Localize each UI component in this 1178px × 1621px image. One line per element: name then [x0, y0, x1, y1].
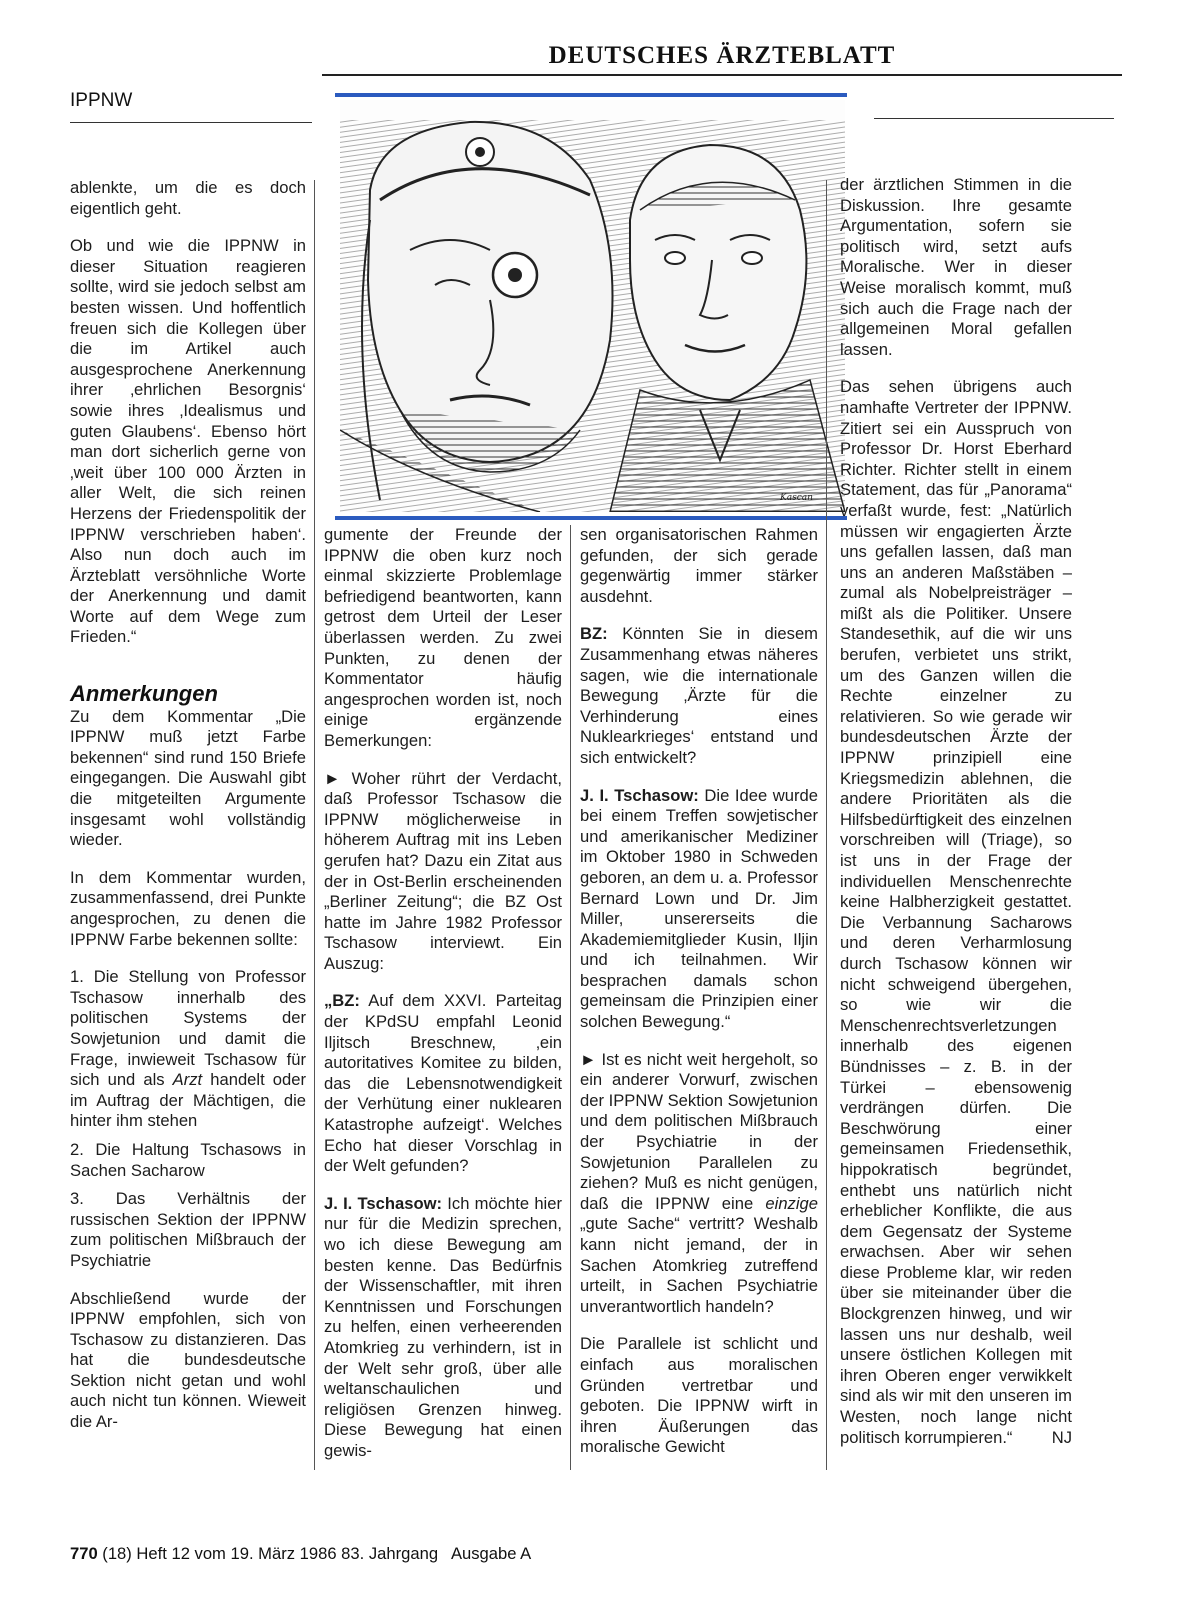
column-divider	[570, 525, 571, 1470]
paragraph: Die Parallele ist schlicht und einfach aus moralischen Gründen vertretbar und geboten. Die IPPNW wirft in ihren Äußerungen das moralische Gewicht	[580, 1334, 818, 1457]
paragraph: ablenkte, um die es doch eigentlich geht.	[70, 178, 306, 218]
publication-title: DEUTSCHES ÄRZTEBLATT	[548, 42, 896, 69]
column-divider	[826, 180, 827, 525]
section-label: IPPNW	[70, 90, 133, 111]
paragraph: sen organisatorischen Rahmen gefunden, der sich gerade gegenwärtig immer stärker ausdehnt.	[580, 525, 818, 606]
column-divider	[826, 525, 827, 1470]
right-column-rule	[874, 118, 1114, 119]
paragraph: In dem Kommentar wurden, zusammenfassend, drei Punkte angesprochen, zu denen die IPPNW Farbe bekennen sollte:	[70, 867, 306, 949]
masthead-rule	[322, 74, 1122, 76]
paragraph: ► Woher rührt der Verdacht, daß Professor Tschasow die IPPNW möglicherweise in höherem Auftrag mit ins Leben gerufen hat? Dazu ein Zitat aus der in Ost-Berlin erscheinenden „Berliner Zeitung“; die BZ Ost hatte im Jahre 1982 Professor Tschasow interviewt. Ein Auszug:	[324, 768, 562, 973]
paragraph: ► Ist es nicht weit hergeholt, so ein anderer Vorwurf, zwischen der IPPNW Sektion Sowjetunion und dem politischen Mißbrauch der Psychiatrie in der Sowjetunion Parallelen zu ziehen? Muß es nicht genügen, daß die IPPNW eine einzige „gute Sache“ vertritt? Weshalb kann nicht jemand, der in Sachen Atomkrieg zutreffend urteilt, in Sachen Psychiatrie unverantwortlich handeln?	[580, 1049, 818, 1316]
illustration-bottom-bar	[335, 516, 847, 520]
caricature-illustration	[340, 100, 845, 512]
paragraph: Das sehen übrigens auch namhafte Vertreter der IPPNW. Zitiert sei ein Ausspruch von Professor Dr. Horst Eberhard Richter. Richter stellt in einem Statement, das für „Panorama“ verfaßt wurde, fest: „Natürlich müssen wir engagierten Ärzte uns gefallen lassen, daß man uns an anderen Maßstäben – zumal als Nobelpreisträger – mißt als die Politiker. Unsere Standesethik, auf die wir uns berufen, verbietet uns strikt, um des Ganzen willen die Rechte einzelner zu relativieren. So wie gerade wir bundesdeutschen Ärzte der IPPNW prinzipiell eine Kriegsmedizin ablehnen, die andere Prioritäten als die Hilfsbedürftigkeit des einzelnen vorschreiben will (Triage), so ist uns in der Frage der individuellen Menschenrechte keine Halbherzigkeit gestattet. Die Verbannung Sacharows und deren Verharmlosung durch Tschasow können wir nicht schweigend übergehen, so wie wir die Menschenrechtsverletzungen innerhalb des eigenen Bündnisses – z. B. in der Türkei – ebensowenig verdrängen dürfen. Die Beschwörung einer gemeinsamen Friedensethik, hippokratisch begründet, enthebt uns natürlich nicht erheblicher Konflikte, die aus dem Gegensatz der Systeme erwachsen. Aber wir sehen diese Probleme klar, wir reden über sie miteinander über die Blockgrenzen hinweg, und wir lassen uns nur deshalb, weil unsere östlichen Kollegen mit ihren Oberen enger verwikkelt sind als wir mit den unseren im Westen, noch lange nicht politisch korrumpieren.“ NJ	[840, 377, 1072, 1447]
interview-answer: J. I. Tschasow: Die Idee wurde bei einem Treffen sowjetischer und amerikanischer Mediziner im Oktober 1980 in Schweden geboren, an dem u. a. Professor Bernard Lown und Dr. Jim Miller, unsererseits die Akademiemitglieder Kusin, Iljin und ich teilnahmen. Wir besprachen damals schon gemeinsam die Prinzipien einer solchen Bewegung.“	[580, 785, 818, 1032]
author-initials: NJ	[1051, 1427, 1072, 1447]
interview-question: BZ: Könnten Sie in diesem Zusammenhang etwas näheres sagen, wie die internationale Bewegung ‚Ärzte für die Verhinderung eines Nuklearkrieges‘ entstand und sich entwickelt?	[580, 624, 818, 767]
illustration-top-bar	[335, 93, 847, 97]
paragraph: Zu dem Kommentar „Die IPPNW muß jetzt Farbe bekennen“ sind rund 150 Briefe eingegangen. Die Auswahl gibt die mitgeteilten Argumente insgesamt wohl vollständig wieder.	[70, 706, 306, 850]
column-1	[70, 178, 306, 1450]
column-4	[840, 175, 1072, 1448]
paragraph: Abschließend wurde der IPPNW empfohlen, sich von Tschasow zu distanzieren. Das hat die bundesdeutsche Sektion nicht getan und wohl auch nicht tun können. Wieweit die Ar-	[70, 1288, 306, 1432]
list-item: 3. Das Verhältnis der russischen Sektion der IPPNW zum politischen Mißbrauch der Psychiatrie	[70, 1189, 306, 1270]
page-number: 770	[70, 1544, 98, 1563]
interview-answer: J. I. Tschasow: Ich möchte hier nur für die Medizin sprechen, wo ich diese Bewegung am besten kenne. Das Bedürfnis der Wissenschaftler, mit ihren Kenntnissen und Forschungen zu helfen, einen verheerenden Atomkrieg zu verhindern, ist in der Welt sehr groß, über alle weltanschaulichen und religiösen Grenzen hinweg. Diese Bewegung hat einen gewis-	[324, 1193, 562, 1460]
issue-info: (18) Heft 12 vom 19. März 1986 83. Jahrgang Ausgabe A	[97, 1544, 532, 1563]
list-item: 1. Die Stellung von Professor Tschasow innerhalb des politischen Systems der Sowjetunion und damit die Frage, inwieweit Tschasow für sich und als Arzt handelt oder im Auftrag der Mächtigen, die hinter ihm stehen	[70, 967, 306, 1131]
list-item: 2. Die Haltung Tschasows in Sachen Sacharow	[70, 1139, 306, 1180]
paragraph: gumente der Freunde der IPPNW die oben kurz noch einmal skizzierte Problemlage befriedigend beantworten, kann getrost dem Urteil der Leser überlassen werden. Zu zwei Punkten, zu denen der Kommentator häufig angesprochen worden ist, noch einige ergänzende Bemerkungen:	[324, 525, 562, 750]
section-heading: Anmerkungen	[70, 681, 218, 707]
paragraph: Ob und wie die IPPNW in dieser Situation reagieren sollte, wird sie jedoch selbst am besten wissen. Und hoffentlich freuen sich die Kollegen über die im Artikel auch ausgesprochene Anerkennung ihrer ‚ehrlichen Besorgnis‘ sowie ihres ‚Idealismus und guten Glaubens‘. Ebenso hört man dort sicherlich gerne von ‚weit über 100 000 Ärzten in aller Welt, die sich reinen Herzens der Friedenspolitik der IPPNW verschrieben haben‘. Also nun doch auch im Ärzteblatt versöhnliche Worte der Anerkennung und damit Worte auf dem Wege zum Frieden.“	[70, 236, 306, 647]
section-rule	[70, 122, 312, 123]
artist-signature: Kascan	[780, 493, 813, 503]
column-3	[580, 525, 818, 1475]
page-footer	[70, 1544, 531, 1564]
column-divider	[314, 180, 315, 1470]
column-2	[324, 525, 562, 1479]
paragraph: der ärztlichen Stimmen in die Diskussion. Ihre gesamte Argumentation, sofern sie politisch wird, setzt aufs Moralische. Wer in dieser Weise moralisch kommt, muß sich auch die Frage nach der allgemeinen Moral gefallen lassen.	[840, 175, 1072, 359]
interview-question: „BZ: Auf dem XXVI. Parteitag der KPdSU empfahl Leonid Iljitsch Breschnew, ‚ein autoritatives Komitee zu bilden, das die Lebensnotwendigkeit der Verhütung einer nuklearen Katastrophe aufzeigt‘. Welches Echo hat dieser Vorschlag in der Welt gefunden?	[324, 991, 562, 1176]
